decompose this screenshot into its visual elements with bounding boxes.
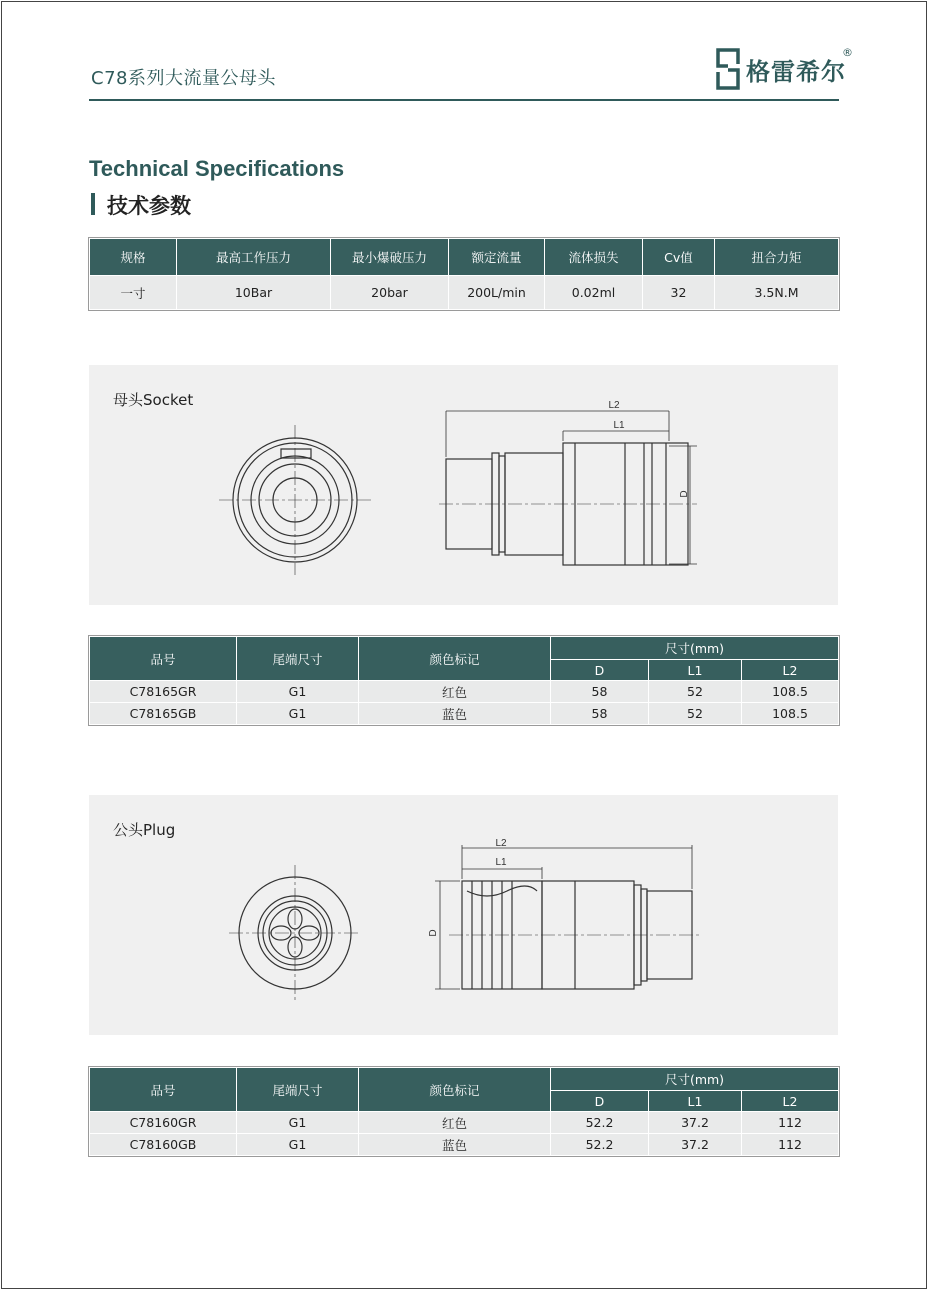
spec-cell: 32 [643, 276, 715, 310]
socket-label: 母头Socket [113, 391, 194, 409]
header-l1: L1 [649, 1091, 742, 1112]
plug-dimensions [428, 838, 692, 989]
cell-part-no: C78165GR [90, 681, 237, 703]
header-tail-size: 尾端尺寸 [237, 1068, 359, 1112]
header-l2: L2 [742, 1091, 839, 1112]
registered-mark: ® [842, 46, 853, 59]
cell-l2: 108.5 [742, 681, 839, 703]
table-row [90, 1134, 839, 1156]
cell-l2: 108.5 [742, 703, 839, 725]
cell-part-no: C78160GR [90, 1112, 237, 1134]
header-part-no: 品号 [90, 1068, 237, 1112]
spec-cell: 200L/min [449, 276, 545, 310]
cell-color: 蓝色 [359, 1134, 551, 1156]
plug-drawing [89, 795, 838, 1035]
cell-l1: 52 [649, 703, 742, 725]
socket-dimensions [446, 400, 697, 564]
header-tail-size: 尾端尺寸 [237, 637, 359, 681]
spec-header-cell: 扭合力矩 [715, 239, 839, 276]
logo-mark-icon [714, 46, 744, 92]
plug-dim-d: D [428, 929, 439, 937]
cell-l1: 52 [649, 681, 742, 703]
cell-l2: 112 [742, 1112, 839, 1134]
table-row [90, 276, 839, 310]
socket-dim-l1: L1 [613, 420, 625, 431]
table-row [90, 703, 839, 725]
plug-dim-l2: L2 [495, 838, 507, 849]
cell-color: 蓝色 [359, 703, 551, 725]
spec-header-cell: 最小爆破压力 [331, 239, 449, 276]
cell-d: 58 [551, 681, 649, 703]
header-color-mark: 颜色标记 [359, 637, 551, 681]
spec-cell: 0.02ml [545, 276, 643, 310]
socket-dim-d: D [679, 490, 690, 498]
cell-color: 红色 [359, 1112, 551, 1134]
spec-header-cell: 最高工作压力 [177, 239, 331, 276]
cell-tail-size: G1 [237, 1112, 359, 1134]
plug-table-header [90, 1068, 839, 1091]
header-l1: L1 [649, 660, 742, 681]
header-size-mm: 尺寸(mm) [551, 637, 839, 660]
section-title-bar [91, 193, 95, 215]
cell-d: 52.2 [551, 1112, 649, 1134]
plug-dim-l1: L1 [495, 857, 507, 868]
cell-l1: 37.2 [649, 1112, 742, 1134]
plug-end-view [229, 865, 361, 1000]
brand-logo [714, 46, 854, 92]
cell-tail-size: G1 [237, 703, 359, 725]
header-size-mm: 尺寸(mm) [551, 1068, 839, 1091]
spec-header-cell: Cv值 [643, 239, 715, 276]
cell-d: 52.2 [551, 1134, 649, 1156]
header-color-mark: 颜色标记 [359, 1068, 551, 1112]
header-d: D [551, 660, 649, 681]
table-row [90, 681, 839, 703]
spec-cell: 3.5N.M [715, 276, 839, 310]
spec-table-header [90, 239, 839, 276]
socket-table [89, 636, 839, 725]
cell-color: 红色 [359, 681, 551, 703]
header-divider [89, 99, 839, 101]
socket-drawing-panel [89, 365, 838, 605]
cell-part-no: C78160GB [90, 1134, 237, 1156]
plug-label: 公头Plug [113, 821, 176, 839]
cell-l1: 37.2 [649, 1134, 742, 1156]
spec-table [89, 238, 839, 310]
cell-tail-size: G1 [237, 681, 359, 703]
socket-side-view [439, 443, 697, 565]
plug-drawing-panel [89, 795, 838, 1035]
socket-dim-l2: L2 [608, 400, 620, 411]
cell-part-no: C78165GB [90, 703, 237, 725]
spec-cell: 一寸 [90, 276, 177, 310]
spec-cell: 20bar [331, 276, 449, 310]
socket-table-header [90, 637, 839, 660]
spec-header-cell: 规格 [90, 239, 177, 276]
socket-end-view [219, 425, 371, 575]
header-title: C78系列大流量公母头 [91, 68, 276, 89]
table-row [90, 1112, 839, 1134]
socket-drawing [89, 365, 838, 605]
logo-text: 格雷希尔 [746, 58, 846, 86]
section-title-cn: 技术参数 [107, 194, 191, 218]
header-d: D [551, 1091, 649, 1112]
spec-cell: 10Bar [177, 276, 331, 310]
plug-side-view [449, 881, 701, 989]
cell-l2: 112 [742, 1134, 839, 1156]
plug-table [89, 1067, 839, 1156]
spec-header-cell: 流体损失 [545, 239, 643, 276]
header-part-no: 品号 [90, 637, 237, 681]
cell-d: 58 [551, 703, 649, 725]
header-l2: L2 [742, 660, 839, 681]
section-title-en: Technical Specifications [89, 156, 345, 181]
spec-header-cell: 额定流量 [449, 239, 545, 276]
cell-tail-size: G1 [237, 1134, 359, 1156]
